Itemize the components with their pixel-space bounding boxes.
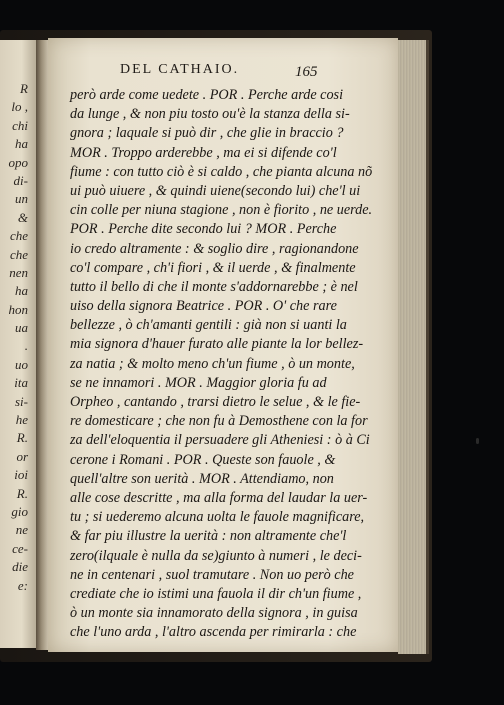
left-page-fragment: ioi: [14, 467, 28, 483]
text-line: tu ; si uederemo alcuna uolta le fauole magnificare,: [70, 509, 365, 526]
left-page-fragment: opo: [8, 154, 28, 170]
left-page-fragment: &: [17, 209, 28, 225]
text-line: io credo altramente : & soglio dire , ragionandone: [70, 240, 359, 257]
left-page-fragment: ua: [15, 320, 28, 336]
left-page-fragment: or: [16, 448, 28, 464]
left-page-fragment: si-: [15, 393, 28, 409]
left-page-fragment: ha: [15, 136, 28, 152]
left-page-fragment: R.: [16, 485, 28, 501]
text-line: quell'altre son uerità . MOR . Attendiamo, non: [70, 470, 334, 487]
text-line: alle cose descritte , ma alla forma del laudar la uer-: [70, 489, 368, 506]
text-line: se ne innamori . MOR . Maggior gloria fu ad: [70, 374, 327, 391]
text-line: Orpheo , cantando , trarsi dietro le selue , & le fie-: [70, 394, 361, 410]
text-line: cerone i Romani . POR . Queste son fauole , &: [70, 451, 336, 468]
text-line: & far piu illustre la uerità : non altramente che'l: [70, 528, 347, 545]
left-page-fragment: ha: [15, 283, 28, 299]
text-line: MOR . Troppo arderebbe , ma ei si difende co'l: [70, 144, 337, 161]
left-page-fragment: he: [15, 412, 28, 428]
text-line: re domesticare ; che non fu à Demosthene con la for: [70, 413, 368, 430]
text-line: bellezze , ò ch'amanti gentili : già non si uanti la: [70, 317, 347, 334]
text-line: fiume : con tutto ciò è si caldo , che pianta alcuna nõ: [70, 163, 373, 180]
left-page-fragment: e:: [17, 577, 28, 593]
text-line: però arde come uedete . POR . Perche arde cosi: [70, 87, 344, 103]
body-text: [70, 86, 373, 642]
page-number: 165: [295, 64, 318, 80]
text-line: crediate che io istimi una fauola il dir ch'un fiume ,: [70, 585, 362, 602]
text-line: co'l compare , ch'i fiori , & il uerde , & finalmente: [70, 259, 356, 276]
left-page-fragment: die: [12, 559, 28, 575]
text-line: zero(ilquale è nulla da se)giunto à numeri , le deci-: [70, 547, 362, 564]
left-page-text-fragments: [0, 80, 28, 595]
left-page-fragment: ita: [14, 375, 28, 391]
left-page-fragment: un: [15, 191, 28, 207]
left-page-fragment: che: [9, 228, 28, 244]
text-line: ui può uiuere , & quindi uiene(secondo lui) che'l ui: [70, 182, 361, 199]
text-line: ne in centenari , suol tramutare . Non uo però che: [70, 566, 354, 583]
text-line: za natia ; & molto meno ch'un fiume , ò un monte,: [70, 355, 355, 372]
left-page-fragment: chi: [12, 117, 28, 133]
text-line: ò un monte sia innamorato della signora , in guisa: [70, 605, 358, 622]
text-line: POR . Perche dite secondo lui ? MOR . Perche: [70, 221, 337, 238]
left-page-fragment: .: [24, 338, 28, 354]
left-page: [0, 40, 38, 648]
text-line: za dell'eloquentia il persuadere gli Atheniesi : ò à Ci: [70, 432, 370, 449]
left-page-fragment: ce-: [12, 540, 28, 556]
running-head: DEL CATHAIO.: [120, 62, 240, 77]
left-page-fragment: uo: [15, 356, 28, 372]
text-line: cin colle per niuna stagione , non è fiorito , ne uerde.: [70, 202, 373, 219]
text-line: uiso della signora Beatrice . POR . O' che rare: [70, 298, 337, 315]
left-page-fragment: nen: [9, 264, 28, 280]
left-page-fragment: lo ,: [11, 99, 28, 115]
text-line: mia signora d'hauer furato alle piante la lor bellez-: [70, 336, 364, 353]
left-page-fragment: ne: [15, 522, 28, 538]
text-line: da lunge , & non piu tosto ou'è la stanza della si-: [70, 106, 350, 123]
left-page-fragment: gio: [11, 503, 28, 519]
text-line: tutto il bello di che il monte s'addornarebbe ; è nel: [70, 278, 358, 295]
text-line: gnora ; laquale si può dir , che glie in braccio ?: [70, 125, 344, 142]
text-line: che l'uno arda , l'altro ascenda per rimirarla : che: [70, 624, 357, 641]
left-page-fragment: R: [20, 81, 28, 96]
background-speck: [476, 438, 479, 444]
left-page-fragment: di-: [13, 172, 28, 188]
left-page-fragment: hon: [8, 301, 28, 317]
left-page-fragment: che: [9, 246, 28, 262]
page-edges: [398, 40, 429, 654]
left-page-fragment: R.: [16, 430, 28, 446]
